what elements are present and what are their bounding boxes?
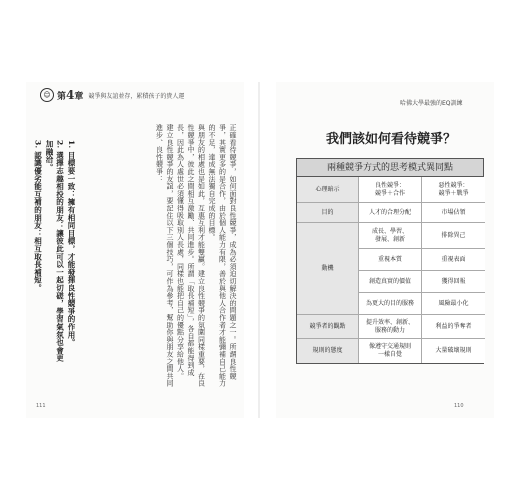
comparison-table	[296, 158, 484, 364]
row-label: 心理暗示	[297, 177, 359, 203]
list-item: 1. 目標要一致：擁有相同目標，才能發揮良性競爭的作用。	[67, 140, 76, 347]
table-title: 兩種競爭方式的思考模式異同點	[297, 159, 483, 177]
table-cell: 惡性競爭： 競爭＋戰爭	[422, 177, 485, 203]
tips-list	[33, 140, 76, 368]
table-cell: 良性競爭： 競爭＋合作	[359, 177, 422, 203]
table-cell: 重視本質	[359, 249, 422, 271]
table-cell: 像遵守交通規則 一樣自覺	[359, 339, 422, 363]
body-text	[88, 124, 238, 388]
table-cell: 人才的合理分配	[359, 203, 422, 223]
chapter-title: 競爭與友誼並存，累積孩子的貴人運	[88, 92, 185, 100]
table-cell: 創造真實的價值	[359, 271, 422, 293]
table-cell: 市場佔領	[422, 203, 485, 223]
book-gutter	[258, 82, 260, 418]
book-title: 哈佛大學最強的EQ訓練	[400, 100, 463, 107]
row-label: 動機	[297, 223, 359, 315]
table-cell: 為更大的目的服務	[359, 293, 422, 315]
chapter-icon: ☺	[40, 88, 54, 102]
page-number-left: 111	[36, 403, 46, 409]
table-cell: 排除異己	[422, 223, 485, 249]
list-item: 3. 認識優劣能互補的朋友：相互取長補短。	[33, 140, 43, 292]
section-heading: 我們該如何看待競爭？	[325, 132, 456, 147]
table-grid	[297, 177, 483, 363]
table-cell: 重視表面	[422, 249, 485, 271]
list-item: 2. 選擇志趣相投的朋友：讓彼此可以一起切磋，學習氣氛也會更加融洽。	[45, 140, 65, 362]
body-paragraph-2: 與朋友的相處也是如此，互惠互利才能雙贏。建立良性競爭的氛圍同樣重要，在良性競爭中，彼此之間相互激勵、共同進步。所謂「取長補短」，各自都能得到成長，因此為人處世必須懂得吸取別人長處，同樣也能把自己的優點分享給他人。	[176, 124, 206, 387]
chapter-header	[40, 88, 184, 102]
row-label: 目的	[297, 203, 359, 223]
table-cell: 風險最小化	[422, 293, 485, 315]
table-cell: 獲得回報	[422, 271, 485, 293]
table-cell: 成長、學習、 發展、創新	[359, 223, 422, 249]
body-paragraph-3: 建立良性競爭的友誼，要記住以下三個技巧，可作為參考，幫助你與朋友之間共同進步、良性競爭：	[155, 124, 174, 387]
page-number-right: 110	[454, 403, 464, 409]
table-cell: 利益的爭奪者	[422, 315, 485, 339]
table-cell: 提升效率、創新、 服務的動力	[359, 315, 422, 339]
row-label: 規則的態度	[297, 339, 359, 363]
row-label: 競爭者的觀點	[297, 315, 359, 339]
chapter-number: 第4章	[57, 88, 84, 102]
table-cell: 大量破壞規則	[422, 339, 485, 363]
body-paragraph-1: 正確看待競爭，如何面對良性競爭，成為必須迫切解決的問題之一。所謂良性競爭，其實更多的是合作，由於個人能力有限，善於與他人合作者才能彌補自己能力的不足，達成無法獨自完成的目標。	[208, 124, 237, 387]
